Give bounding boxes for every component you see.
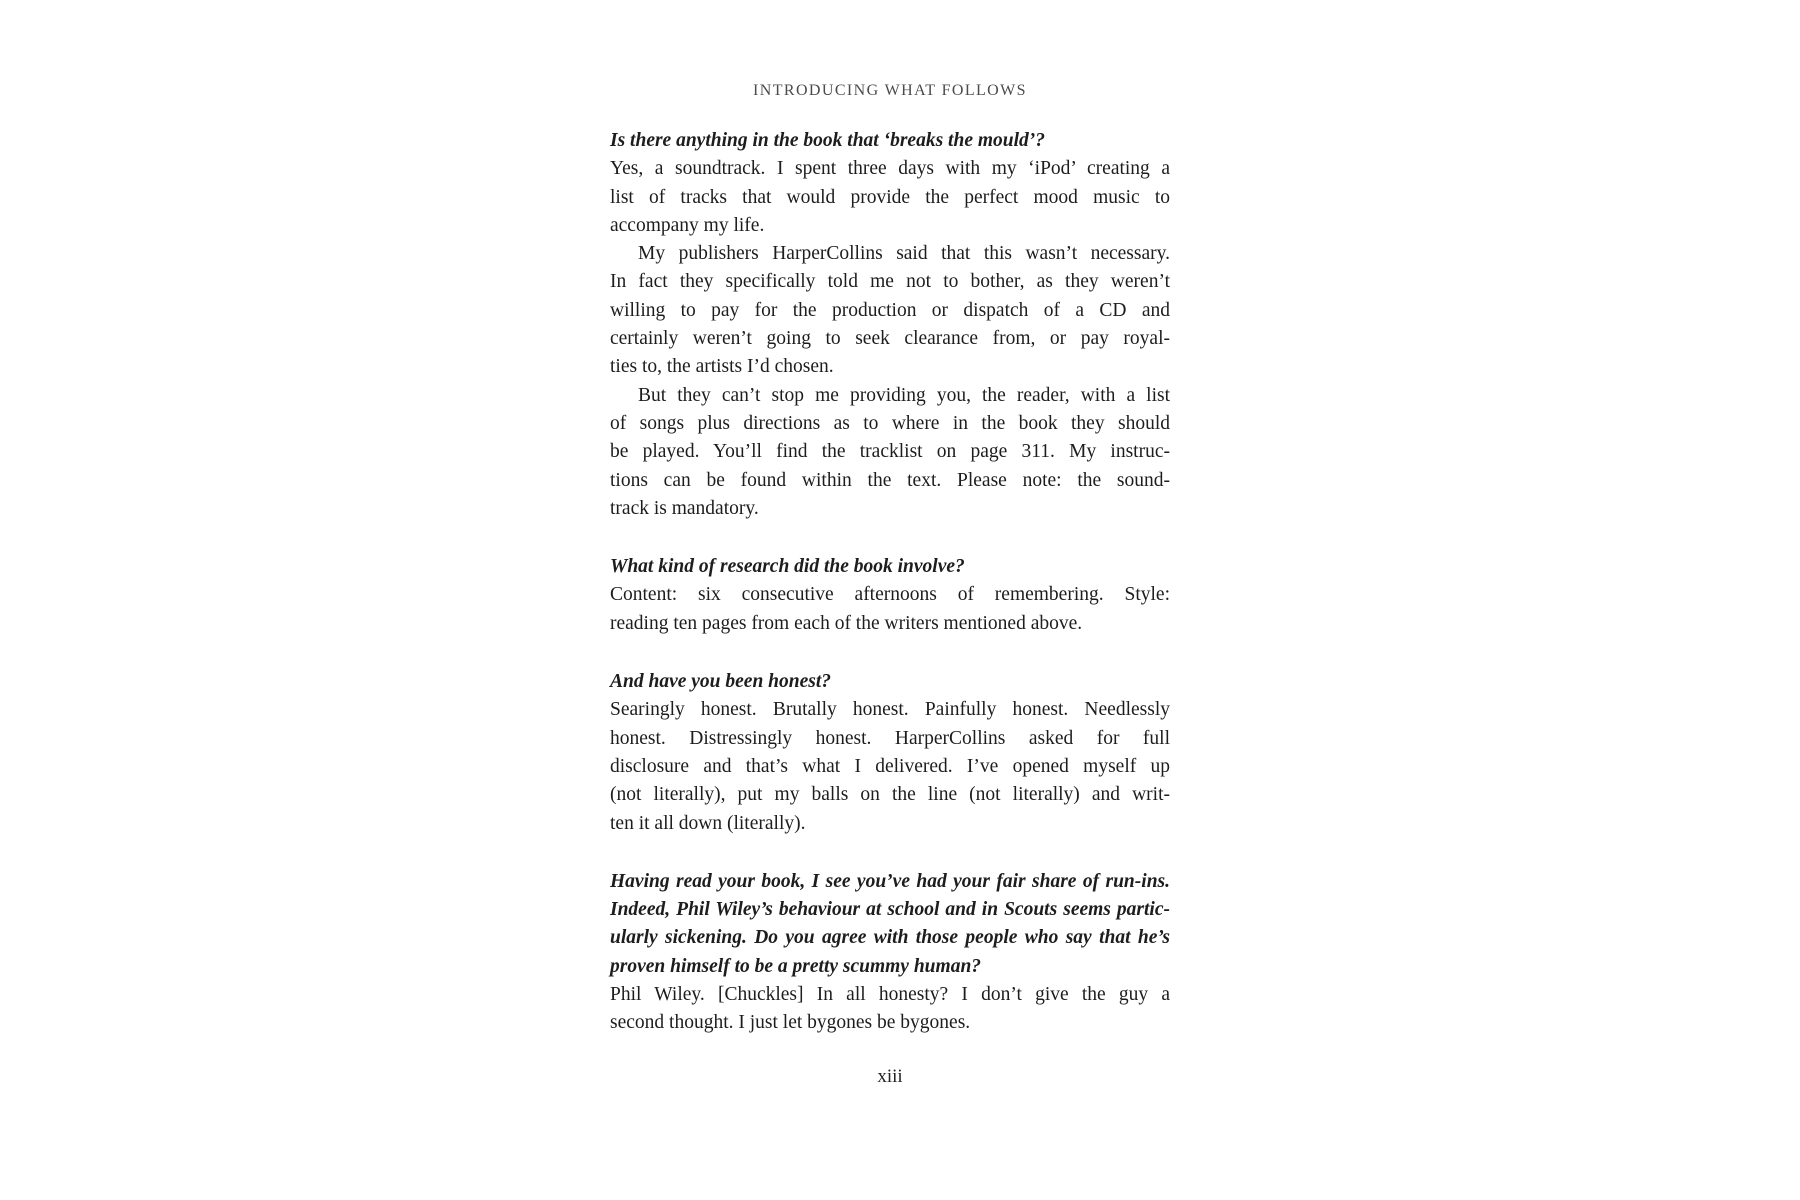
text-line: Having read your book, I see you’ve had your fair share of run-ins. <box>610 870 1170 892</box>
text-line: Indeed, Phil Wiley’s behaviour at school and in Scouts seems partic- <box>610 899 1170 921</box>
text-line: second thought. I just let bygones be bygones. <box>610 1012 971 1034</box>
text-line: (not literally), put my balls on the line (not literally) and writ- <box>610 784 1170 806</box>
paragraph-block <box>610 382 1170 523</box>
text-line: In fact they specifically told me not to bother, as they weren’t <box>610 271 1170 293</box>
text-line: ularly sickening. Do you agree with those people who say that he’s <box>610 927 1170 949</box>
paragraph-block <box>610 240 1170 381</box>
text-line: reading ten pages from each of the writers mentioned above. <box>610 612 1083 634</box>
text-line: But they can’t stop me providing you, the reader, with a list <box>638 384 1170 406</box>
text-blocks <box>610 127 1170 1038</box>
question-block <box>610 668 1170 696</box>
paragraph-block <box>610 581 1170 638</box>
paragraph-block <box>610 981 1170 1038</box>
text-line: disclosure and that’s what I delivered. I’ve opened myself up <box>610 755 1170 777</box>
question-block <box>610 553 1170 581</box>
text-line: Phil Wiley. [Chuckles] In all honesty? I don’t give the guy a <box>610 984 1170 1006</box>
question-block <box>610 868 1170 981</box>
text-line: of songs plus directions as to where in the book they should <box>610 412 1170 434</box>
paragraph-block <box>610 155 1170 240</box>
paragraph-block <box>610 696 1170 837</box>
text-line: willing to pay for the production or dispatch of a CD and <box>610 299 1170 321</box>
text-line: honest. Distressingly honest. HarperCollins asked for full <box>610 727 1170 749</box>
text-line: proven himself to be a pretty scummy human? <box>610 955 982 977</box>
text-line: Searingly honest. Brutally honest. Painfully honest. Needlessly <box>610 699 1170 721</box>
running-header: INTRODUCING WHAT FOLLOWS <box>753 82 1027 99</box>
text-line: Content: six consecutive afternoons of remembering. Style: <box>610 584 1170 606</box>
text-line: certainly weren’t going to seek clearance from, or pay royal- <box>610 328 1170 350</box>
text-line: accompany my life. <box>610 214 765 236</box>
text-line: ten it all down (literally). <box>610 812 806 834</box>
text-line: be played. You’ll find the tracklist on page 311. My instruc- <box>610 441 1170 463</box>
text-line: And have you been honest? <box>610 671 832 693</box>
text-line: Yes, a soundtrack. I spent three days with my ‘iPod’ creating a <box>610 158 1170 180</box>
text-line: list of tracks that would provide the perfect mood music to <box>610 186 1170 208</box>
page-number: xiii <box>877 1066 903 1087</box>
text-line: Is there anything in the book that ‘breaks the mould’? <box>610 130 1046 151</box>
text-line: My publishers HarperCollins said that this wasn’t necessary. <box>638 243 1170 265</box>
text-line: tions can be found within the text. Please note: the sound- <box>610 469 1170 491</box>
question-block <box>610 127 1170 155</box>
text-line: ties to, the artists I’d chosen. <box>610 356 834 378</box>
text-line: track is mandatory. <box>610 497 759 519</box>
text-line: What kind of research did the book involve? <box>610 556 965 578</box>
